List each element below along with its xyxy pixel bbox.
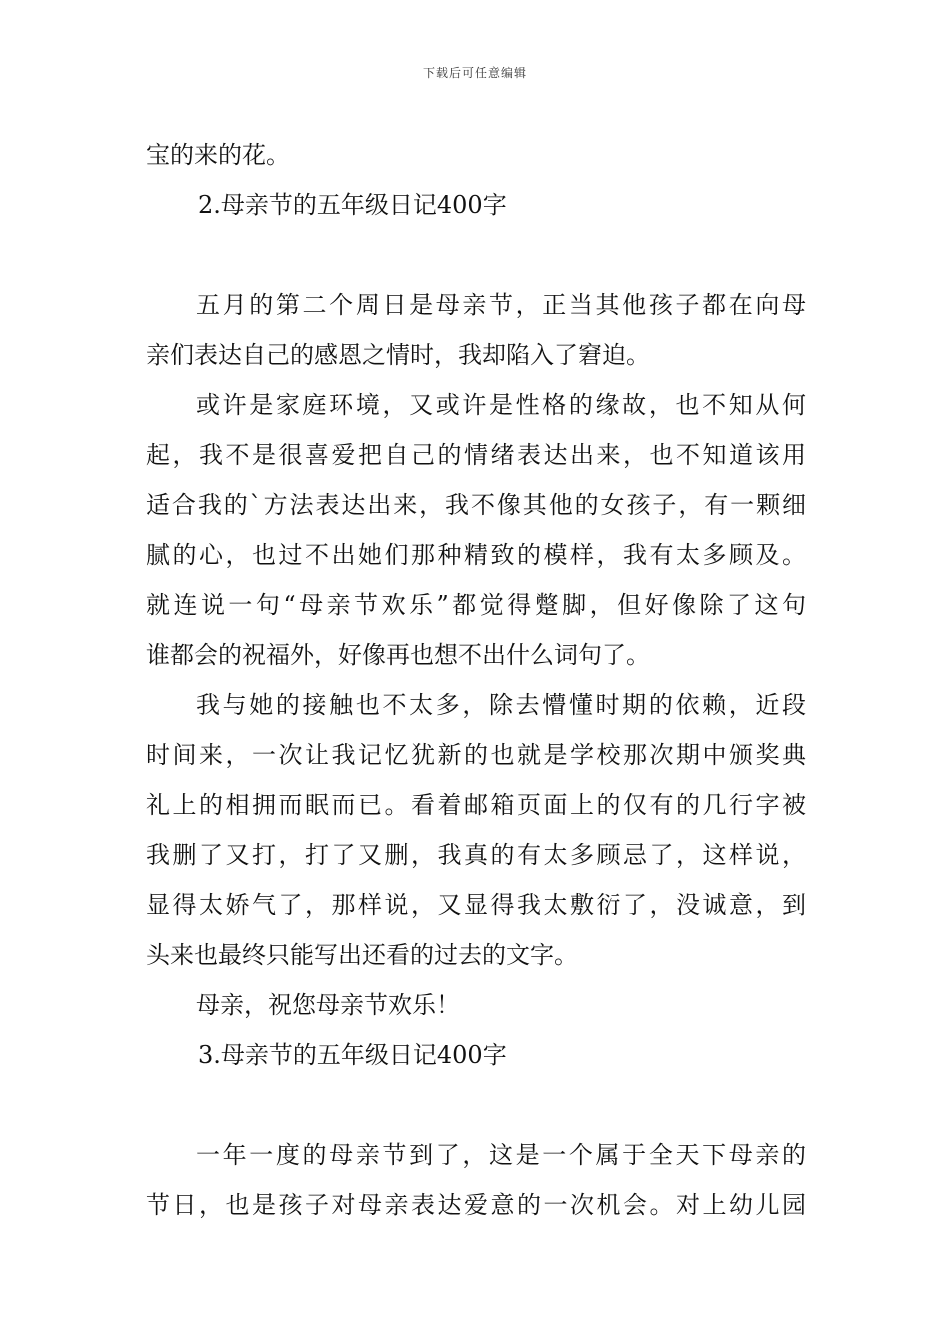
text-line: 起，我不是很喜爱把自己的情绪表达出来，也不知道该用 — [146, 441, 806, 469]
paragraph-first-line: 我与她的接触也不太多，除去懵懂时期的依赖，近段 — [196, 691, 806, 719]
section-heading: 2.母亲节的五年级日记400字 — [198, 191, 507, 219]
text-line: 宝的来的花。 — [146, 141, 290, 169]
text-line: 礼上的相拥而眠而已。看着邮箱页面上的仅有的几行字被 — [146, 791, 806, 819]
section-heading: 3.母亲节的五年级日记400字 — [198, 1041, 507, 1069]
text-line: 显得太娇气了，那样说，又显得我太敷衍了，没诚意，到 — [146, 891, 806, 919]
text-line: 时间来，一次让我记忆犹新的也就是学校那次期中颁奖典 — [146, 741, 806, 769]
text-line: 就连说一句“母亲节欢乐”都觉得蹩脚，但好像除了这句 — [146, 591, 806, 619]
text-line: 腻的心，也过不出她们那种精致的模样，我有太多顾及。 — [146, 541, 806, 569]
text-line: 我删了又打，打了又删，我真的有太多顾忌了，这样说， — [146, 841, 806, 869]
blank-line — [146, 1080, 806, 1130]
paragraph-first-line: 或许是家庭环境，又或许是性格的缘故，也不知从何 — [196, 391, 806, 419]
document-body — [146, 130, 806, 1230]
paragraph-first-line: 五月的第二个周日是母亲节，正当其他孩子都在向母 — [196, 291, 806, 319]
text-line: 头来也最终只能写出还看的过去的文字。 — [146, 941, 578, 969]
page-header: 下载后可任意编辑 — [422, 66, 527, 80]
paragraph-first-line: 母亲，祝您母亲节欢乐！ — [196, 991, 460, 1019]
text-line: 适合我的`方法表达出来，我不像其他的女孩子，有一颗细 — [146, 491, 806, 519]
text-line: 谁都会的祝福外，好像再也想不出什么词句了。 — [146, 641, 650, 669]
blank-line — [146, 230, 806, 280]
paragraph-first-line: 一年一度的母亲节到了，这是一个属于全天下母亲的 — [196, 1141, 806, 1169]
text-line: 节日，也是孩子对母亲表达爱意的一次机会。对上幼儿园 — [146, 1191, 806, 1219]
text-line: 亲们表达自己的感恩之情时，我却陷入了窘迫。 — [146, 341, 650, 369]
